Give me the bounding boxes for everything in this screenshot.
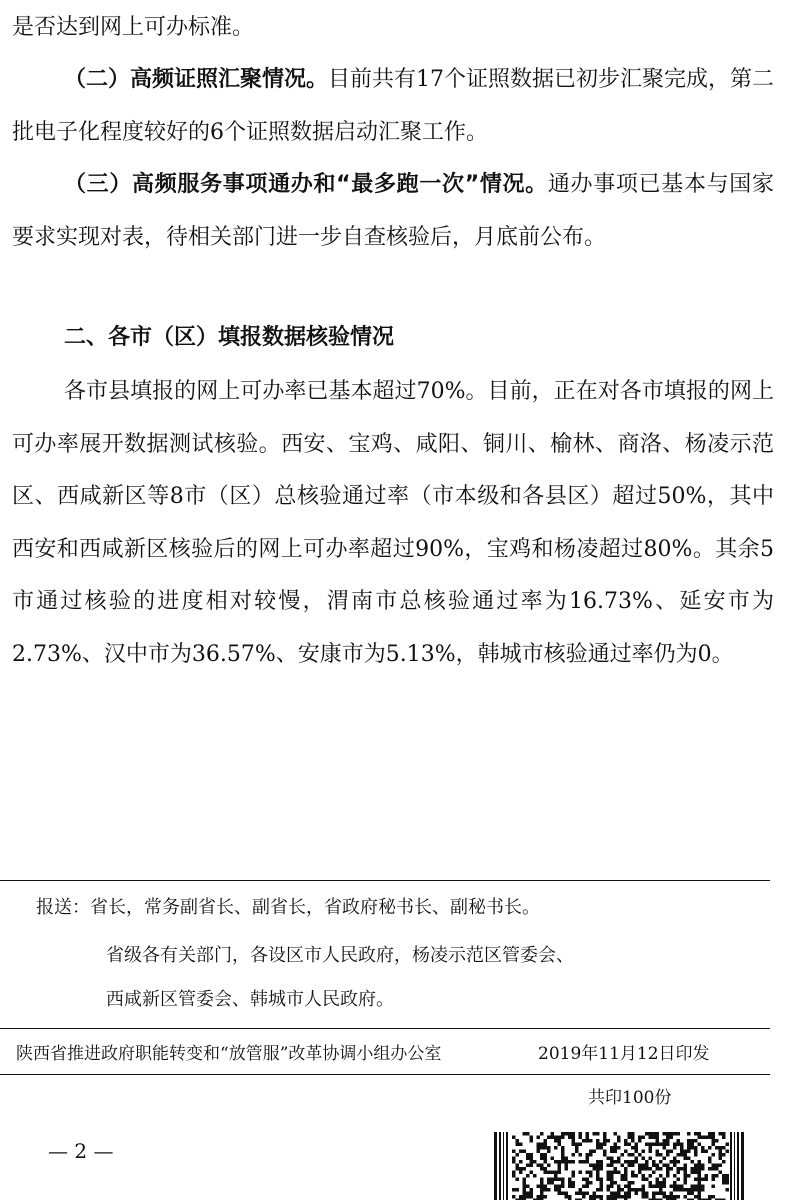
section-heading: 二、各市（区）填报数据核验情况 [64, 325, 395, 350]
paragraph-services-text: 通办事项已基本与国家要求实现对表，待相关部门进一步自查核验后，月底前公布。 [12, 172, 774, 250]
issuer: 陕西省推进政府职能转变和“放管服”改革协调小组办公室 [16, 1044, 442, 1064]
page-number: — 2 — [48, 1139, 114, 1163]
distribution-line-3: 西咸新区管委会、韩城市人民政府。 [106, 989, 394, 1010]
paragraph-services-lead: （三）高频服务事项通办和“最多跑一次”情况。 [64, 172, 548, 197]
paragraph-continuation [12, 2, 774, 55]
paragraph-services [12, 159, 774, 264]
divider-bottom [0, 1074, 770, 1075]
distribution-line-1: 省长，常务副省长、副省长，省政府秘书长、副秘书长。 [90, 897, 540, 918]
barcode-icon [494, 1132, 744, 1200]
divider-middle [0, 1028, 770, 1029]
distribution-label-text: 报送： [36, 897, 90, 918]
issue-date: 2019年11月12日印发 [538, 1044, 710, 1064]
paragraph-continuation-text: 是否达到网上可办标准。 [12, 15, 255, 40]
section-body [12, 366, 774, 681]
paragraph-certificates [12, 54, 774, 159]
copies-count: 共印100份 [588, 1088, 672, 1108]
paragraph-certificates-lead: （二）高频证照汇聚情况。 [64, 67, 329, 92]
distribution-line-2: 省级各有关部门，各设区市人民政府，杨凌示范区管委会、 [106, 945, 574, 966]
divider-top [0, 880, 770, 881]
distribution-label [36, 894, 540, 922]
section-body-text: 各市县填报的网上可办率已基本超过70%。目前，正在对各市填报的网上可办率展开数据测试核验。西安、宝鸡、咸阳、铜川、榆林、商洛、杨凌示范区、西咸新区等8市（区）总核验通过率（市本级和各县区）超过50%，其中西安和西咸新区核验后的网上可办率超过90%，宝鸡和杨凌超过80%。其余5市通过核验的进度相对较慢，渭南市总核验通过率为16.73%、延安市为2.73%、汉中市为36.57%、安康市为5.13%，韩城市核验通过率仍为0。 [12, 379, 774, 667]
paragraph-certificates-text: 目前共有17个证照数据已初步汇聚完成，第二批电子化程度较好的6个证照数据启动汇聚工作。 [12, 67, 775, 145]
